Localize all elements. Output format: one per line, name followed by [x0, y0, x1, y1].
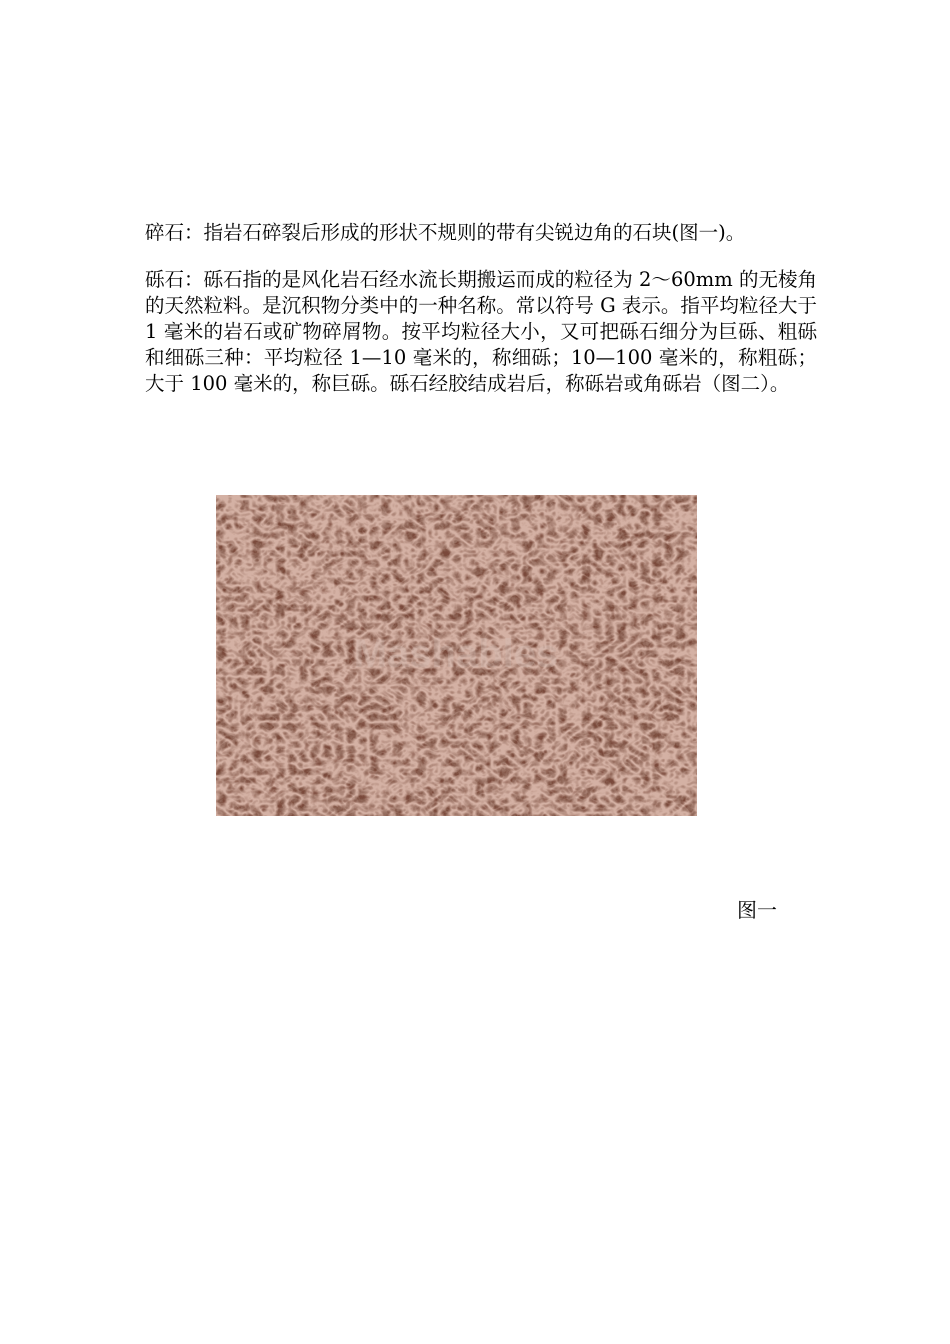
gravel-image [216, 495, 697, 816]
gravel-photo [216, 495, 697, 816]
watermark-text: Mashables [353, 632, 559, 676]
paragraph-gravel: 砾石：砾石指的是风化岩石经水流长期搬运而成的粒径为 2～60mm 的无棱角的天然粒料。是沉积物分类中的一种名称。常以符号 G 表示。指平均粒径大于 1 毫米的岩石或矿物碎屑物。按平均粒径大小，又可把砾石细分为巨砾、粗砾和细砾三种：平均粒径 1—10 毫米的，称细砾；10—100 毫米的，称粗砾；大于 100 毫米的，称巨砾。砾石经胶结成岩后，称砾岩或角砾岩（图二）。 [145, 268, 817, 395]
paragraph-crushed-stone: 碎石：指岩石碎裂后形成的形状不规则的带有尖锐边角的石块(图一)。 [145, 221, 746, 244]
figure-caption: 图一 [737, 898, 777, 922]
